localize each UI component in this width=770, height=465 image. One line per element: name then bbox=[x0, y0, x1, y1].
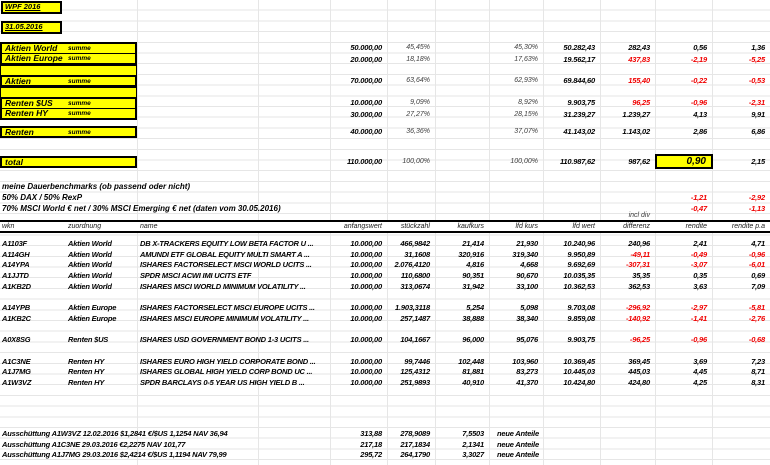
table-header-row bbox=[0, 220, 770, 233]
cell-lfd-wert[interactable]: 10.240,96 bbox=[563, 239, 595, 248]
cell-stueckzahl[interactable]: 110,6800 bbox=[400, 271, 430, 281]
cell-wert[interactable]: 30.000,00 bbox=[350, 110, 382, 119]
cell-pct-ist[interactable]: 28,15% bbox=[514, 111, 538, 118]
cell-neue-anteile-anzahl[interactable]: 2,1341 bbox=[462, 439, 484, 449]
cell-differenz[interactable]: 445,03 bbox=[628, 367, 650, 377]
cell-distribution-text[interactable]: Ausschüttung A1W3VZ 12.02.2016 $1,2841 €/$US 1,1254 NAV 36,94 bbox=[2, 429, 228, 438]
cell-rendite-pa[interactable]: -2,31 bbox=[748, 98, 765, 107]
cell-anfangswert[interactable]: 10.000,00 bbox=[350, 260, 382, 270]
summary-row-renten-sus bbox=[0, 97, 770, 108]
cell-differenz[interactable]: 35,35 bbox=[632, 271, 650, 281]
summe-label: summe bbox=[68, 45, 91, 52]
table-row bbox=[0, 282, 770, 293]
cell-lfd-wert[interactable]: 110.987,62 bbox=[560, 157, 595, 166]
cell-lfd-wert[interactable]: 9.692,69 bbox=[567, 260, 595, 270]
cell-kaufkurs[interactable]: 21,414 bbox=[462, 239, 484, 248]
cell-rendite-pa[interactable]: -1,13 bbox=[748, 204, 765, 213]
cell-wkn[interactable]: A1JJTD bbox=[2, 271, 29, 281]
cell-pct-plan[interactable]: 9,09% bbox=[410, 99, 430, 106]
cell-anteile[interactable]: 264,1790 bbox=[400, 450, 430, 460]
cell-lfd-kurs[interactable]: 21,930 bbox=[516, 239, 538, 248]
cell-pct-plan[interactable]: 63,64% bbox=[406, 77, 430, 84]
cell-stueckzahl[interactable]: 1.903,3118 bbox=[395, 303, 430, 313]
summary-row-aktien bbox=[0, 75, 770, 86]
cell-rendite[interactable]: -0,96 bbox=[690, 98, 707, 107]
header-zuordnung[interactable]: zuordnung bbox=[68, 223, 102, 230]
cell-wert[interactable]: 110.000,00 bbox=[347, 157, 382, 166]
cell-differenz[interactable]: 369,45 bbox=[628, 356, 650, 366]
cell-lfd-kurs[interactable]: 5,098 bbox=[520, 303, 538, 313]
cell-pct-ist[interactable]: 8,92% bbox=[518, 99, 538, 106]
cell-rendite-pa[interactable]: -2,76 bbox=[748, 313, 765, 323]
cell-wkn[interactable]: A114GH bbox=[2, 249, 30, 259]
table-row bbox=[0, 335, 770, 346]
cell-pct-plan[interactable]: 27,27% bbox=[406, 111, 430, 118]
cell-wkn[interactable]: A1KB2C bbox=[2, 313, 31, 323]
summe-label: summe bbox=[68, 78, 91, 85]
cell-wert[interactable]: 50.000,00 bbox=[350, 43, 382, 52]
summary-row-renten-hy bbox=[0, 109, 770, 120]
cell-fund-name[interactable]: AMUNDI ETF GLOBAL EQUITY MULTI SMART A ... bbox=[140, 249, 310, 259]
cell-rendite[interactable] bbox=[655, 292, 712, 303]
cell-zuordnung[interactable]: Renten HY bbox=[68, 367, 105, 377]
cell-lfd-wert[interactable]: 31.239,27 bbox=[563, 110, 595, 119]
cell-fund-name[interactable]: ISHARES MSCI WORLD MINIMUM VOLATILITY ... bbox=[140, 281, 306, 291]
summe-label: summe bbox=[68, 100, 91, 107]
cell-lfd-kurs[interactable]: 319,340 bbox=[512, 249, 538, 259]
cell-wkn[interactable]: A1KB2D bbox=[2, 281, 31, 291]
cell-rendite-pa[interactable]: -0,96 bbox=[748, 249, 765, 259]
cell-lfd-wert[interactable]: 50.282,43 bbox=[563, 43, 595, 52]
cell-rendite-pa[interactable]: -5,81 bbox=[748, 303, 765, 313]
summe-label: summe bbox=[68, 129, 91, 136]
cell-pct-ist[interactable]: 62,93% bbox=[514, 77, 538, 84]
cell-rendite[interactable]: -0,47 bbox=[690, 204, 707, 213]
cell-rendite[interactable] bbox=[655, 346, 712, 357]
table-row bbox=[0, 292, 770, 303]
cell-differenz[interactable]: 424,80 bbox=[628, 377, 650, 387]
cell-kaufkurs[interactable] bbox=[435, 292, 489, 303]
cell-lfd-kurs[interactable]: 95,076 bbox=[516, 335, 538, 345]
header-anfangswert[interactable]: anfangswert bbox=[343, 223, 382, 230]
cell-fund-name[interactable]: DB X-TRACKERS EQUITY LOW BETA FACTOR U ... bbox=[140, 239, 314, 248]
cell-kaufkurs[interactable]: 5,254 bbox=[466, 303, 484, 313]
cell-lfd-wert[interactable]: 41.143,02 bbox=[563, 127, 595, 136]
cell-anfangswert[interactable]: 10.000,00 bbox=[350, 239, 382, 248]
cell-rendite[interactable]: -0,49 bbox=[690, 249, 707, 259]
label-cell-renten[interactable] bbox=[0, 126, 137, 138]
cell-anfangswert[interactable]: 10.000,00 bbox=[350, 271, 382, 281]
cell-rendite[interactable]: -1,41 bbox=[690, 313, 707, 323]
cell-kaufkurs[interactable]: 40,910 bbox=[462, 377, 484, 387]
cell-differenz[interactable]: -96,25 bbox=[629, 335, 650, 345]
header-name[interactable]: name bbox=[140, 223, 158, 230]
cell-kaufkurs[interactable]: 102,448 bbox=[458, 356, 484, 366]
cell-rendite-pa[interactable]: -0,53 bbox=[748, 76, 765, 85]
cell-anfangswert[interactable] bbox=[330, 325, 387, 336]
cell-differenz[interactable] bbox=[600, 325, 655, 336]
label-cell-total[interactable] bbox=[0, 156, 137, 168]
cell-fund-name[interactable]: SPDR BARCLAYS 0-5 YEAR US HIGH YIELD B ... bbox=[140, 377, 305, 387]
cell-zuordnung[interactable]: Aktien World bbox=[68, 260, 112, 270]
cell-rendite-pa[interactable]: -2,92 bbox=[748, 193, 765, 202]
cell-kaufkurs[interactable] bbox=[435, 346, 489, 357]
cell-stueckzahl[interactable]: 313,0674 bbox=[400, 281, 430, 291]
cell-rendite-pa[interactable]: 8,71 bbox=[751, 367, 765, 377]
cell-wkn[interactable]: A14YPA bbox=[2, 260, 30, 270]
cell-kaufkurs[interactable]: 320,916 bbox=[458, 249, 484, 259]
cell-rendite[interactable]: -1,21 bbox=[690, 193, 707, 202]
benchmark-title[interactable]: meine Dauerbenchmarks (ob passend oder nicht) bbox=[2, 182, 191, 191]
cell-lfd-wert[interactable]: 10.369,45 bbox=[563, 356, 595, 366]
cell-total-rendite-highlight[interactable]: 0,90 bbox=[655, 154, 713, 169]
cell-rendite[interactable]: 0,56 bbox=[693, 43, 707, 52]
cell-distribution-text[interactable]: Ausschüttung A1J7MG 29.03.2016 $2,4214 €/$US 1,1194 NAV 79,99 bbox=[2, 450, 227, 460]
cell-rendite[interactable]: 3,63 bbox=[693, 281, 707, 291]
cell-anfangswert[interactable]: 10.000,00 bbox=[350, 367, 382, 377]
row-label: Aktien Europe bbox=[5, 53, 63, 63]
cell-differenz[interactable]: -140,92 bbox=[625, 313, 650, 323]
cell-rendite-pa[interactable]: 6,86 bbox=[751, 127, 765, 136]
table-row bbox=[0, 303, 770, 314]
summe-label: summe bbox=[68, 110, 91, 117]
cell-rendite-pa[interactable]: -0,68 bbox=[748, 335, 765, 345]
cell-rendite[interactable]: -0,22 bbox=[690, 76, 707, 85]
cell-wert[interactable]: 10.000,00 bbox=[350, 98, 382, 107]
cell-differenz[interactable] bbox=[600, 346, 655, 357]
cell-rendite[interactable]: 0,35 bbox=[693, 271, 707, 281]
cell-rendite[interactable]: 4,25 bbox=[693, 377, 707, 387]
cell-wkn[interactable]: A1J7MG bbox=[2, 367, 31, 377]
row-label: Aktien World bbox=[5, 43, 58, 53]
cell-differenz[interactable]: 362,53 bbox=[628, 281, 650, 291]
cell-differenz[interactable]: -296,92 bbox=[625, 303, 650, 313]
cell-rendite-pa[interactable]: 0,69 bbox=[751, 271, 765, 281]
cell-lfd-kurs[interactable]: 41,370 bbox=[516, 377, 538, 387]
cell-fund-name[interactable] bbox=[140, 346, 330, 357]
header-differenz[interactable]: differenz bbox=[623, 223, 650, 230]
cell-differenz[interactable]: 987,62 bbox=[628, 157, 650, 166]
cell-anfangswert[interactable]: 10.000,00 bbox=[350, 335, 382, 345]
cell-zuordnung[interactable] bbox=[68, 325, 136, 336]
cell-stueckzahl[interactable] bbox=[387, 292, 435, 303]
benchmark-name[interactable]: 70% MSCI World € net / 30% MSCI Emerging € net (daten vom 30.05.2016) bbox=[2, 204, 281, 213]
table-row bbox=[0, 367, 770, 378]
benchmark-name[interactable]: 50% DAX / 50% RexP bbox=[2, 193, 83, 202]
cell-zuordnung[interactable]: Aktien World bbox=[68, 249, 112, 259]
summe-label: summe bbox=[68, 55, 91, 62]
cell-rendite[interactable]: 2,41 bbox=[693, 239, 707, 248]
cell-neue-anteile-note[interactable]: neue Anteile bbox=[497, 450, 539, 460]
cell-anfangswert[interactable]: 10.000,00 bbox=[350, 377, 382, 387]
cell-anfangswert[interactable]: 10.000,00 bbox=[350, 303, 382, 313]
cell-rendite[interactable]: 2,86 bbox=[693, 127, 707, 136]
cell-wkn[interactable] bbox=[2, 292, 60, 303]
cell-pct-plan[interactable]: 18,18% bbox=[406, 56, 430, 63]
cell-stueckzahl[interactable]: 2.076,4120 bbox=[394, 260, 430, 270]
cell-neue-anteile-note[interactable]: neue Anteile bbox=[497, 439, 539, 449]
cell-rendite[interactable]: -0,96 bbox=[690, 335, 707, 345]
row-label: Aktien bbox=[5, 76, 31, 86]
cell-wkn[interactable]: A1C3NE bbox=[2, 356, 31, 366]
cell-fund-name[interactable]: ISHARES GLOBAL HIGH YIELD CORP BOND UC ... bbox=[140, 367, 313, 377]
cell-lfd-kurs[interactable]: 33,100 bbox=[516, 281, 538, 291]
cell-stueckzahl[interactable]: 257,1487 bbox=[400, 313, 430, 323]
cell-differenz[interactable]: 240,96 bbox=[628, 239, 650, 248]
cell-stueckzahl[interactable]: 31,1608 bbox=[404, 249, 430, 259]
cell-lfd-kurs[interactable]: 83,273 bbox=[516, 367, 538, 377]
cell-pct-plan[interactable]: 45,45% bbox=[406, 44, 430, 51]
header-rendite[interactable]: rendite bbox=[685, 223, 707, 230]
cell-differenz[interactable] bbox=[600, 292, 655, 303]
cell-zuordnung[interactable]: Aktien World bbox=[68, 281, 112, 291]
distribution-row bbox=[0, 429, 770, 440]
cell-rendite[interactable]: -3,07 bbox=[690, 260, 707, 270]
cell-kaufkurs[interactable]: 4,816 bbox=[466, 260, 484, 270]
cell-differenz[interactable]: 437,83 bbox=[628, 55, 650, 64]
cell-zuordnung[interactable]: Aktien World bbox=[68, 239, 112, 248]
cell-stueckzahl[interactable]: 466,9842 bbox=[400, 239, 430, 248]
cell-neue-anteile-anzahl[interactable]: 3,3027 bbox=[462, 450, 484, 460]
row-label: Renten bbox=[5, 127, 34, 137]
cell-fund-name[interactable]: ISHARES USD GOVERNMENT BOND 1-3 UCITS ... bbox=[140, 335, 309, 345]
cell-stueckzahl[interactable]: 104,1667 bbox=[400, 335, 430, 345]
benchmark-title-row bbox=[0, 181, 770, 192]
cell-anfangswert[interactable]: 10.000,00 bbox=[350, 356, 382, 366]
cell-lfd-kurs[interactable] bbox=[489, 346, 543, 357]
cell-zuordnung[interactable]: Aktien Europe bbox=[68, 303, 117, 313]
cell-pct-plan[interactable]: 100,00% bbox=[402, 158, 430, 165]
cell-fund-name[interactable] bbox=[140, 325, 330, 336]
cell-differenz[interactable]: -307,31 bbox=[625, 260, 650, 270]
cell-fund-name[interactable]: ISHARES FACTORSELECT MSCI EUROPE UCITS ... bbox=[140, 303, 315, 313]
table-row bbox=[0, 250, 770, 261]
header-wkn[interactable]: wkn bbox=[2, 223, 15, 230]
summary-row-total bbox=[0, 156, 770, 167]
cell-rendite-pa[interactable]: 4,71 bbox=[751, 239, 765, 248]
table-row bbox=[0, 314, 770, 325]
header-stueckzahl[interactable]: stückzahl bbox=[400, 223, 430, 230]
cell-wkn[interactable]: A1103F bbox=[2, 239, 27, 248]
cell-lfd-wert[interactable]: 9.950,89 bbox=[567, 249, 595, 259]
benchmark-row-dax-rexp bbox=[0, 192, 770, 203]
cell-kaufkurs[interactable]: 31,942 bbox=[462, 281, 484, 291]
cell-zuordnung[interactable]: Renten HY bbox=[68, 377, 105, 387]
cell-pct-ist[interactable]: 100,00% bbox=[510, 158, 538, 165]
cell-anteile[interactable]: 278,9089 bbox=[400, 429, 430, 438]
cell-lfd-wert[interactable]: 9.703,08 bbox=[567, 303, 595, 313]
cell-lfd-wert[interactable]: 10.424,80 bbox=[563, 377, 595, 387]
cell-rendite[interactable]: 4,45 bbox=[693, 367, 707, 377]
table-row bbox=[0, 346, 770, 357]
label-cell-aktien[interactable] bbox=[0, 75, 137, 87]
cell-kaufkurs[interactable] bbox=[435, 325, 489, 336]
cell-neue-anteile-note[interactable]: neue Anteile bbox=[497, 429, 539, 438]
cell-lfd-wert[interactable]: 69.844,60 bbox=[563, 76, 595, 85]
cell-fund-name[interactable]: ISHARES EURO HIGH YIELD CORPORATE BOND ... bbox=[140, 356, 316, 366]
cell-kaufkurs[interactable]: 38,888 bbox=[462, 313, 484, 323]
cell-rendite-pa[interactable]: 1,36 bbox=[751, 43, 765, 52]
cell-anfangswert[interactable]: 10.000,00 bbox=[350, 249, 382, 259]
cell-kaufkurs[interactable]: 90,351 bbox=[462, 271, 484, 281]
distribution-row bbox=[0, 440, 770, 451]
summary-row-aktien-world bbox=[0, 42, 770, 53]
cell-differenz[interactable]: 155,40 bbox=[628, 76, 650, 85]
cell-fund-name[interactable]: SPDR MSCI ACWI IMI UCITS ETF bbox=[140, 271, 252, 281]
cell-rendite-pa[interactable]: 7,09 bbox=[751, 281, 765, 291]
table-row bbox=[0, 325, 770, 336]
header-kaufkurs[interactable]: kaufkurs bbox=[457, 223, 484, 230]
cell-fund-name[interactable] bbox=[140, 292, 330, 303]
cell-rendite-pa[interactable]: 9,91 bbox=[751, 110, 765, 119]
cell-lfd-kurs[interactable]: 90,670 bbox=[516, 271, 538, 281]
cell-differenz[interactable]: 1.143,02 bbox=[622, 127, 650, 136]
label-cell-renten-hy[interactable] bbox=[0, 109, 137, 120]
cell-zuordnung[interactable]: Renten $US bbox=[68, 335, 109, 345]
cell-fund-name[interactable]: ISHARES MSCI EUROPE MINIMUM VOLATILITY ... bbox=[140, 313, 309, 323]
cell-kaufkurs[interactable]: 81,881 bbox=[462, 367, 484, 377]
cell-anteile[interactable]: 217,1834 bbox=[400, 439, 430, 449]
cell-lfd-wert[interactable]: 19.562,17 bbox=[563, 55, 595, 64]
cell-rendite[interactable] bbox=[655, 325, 712, 336]
summary-row-renten bbox=[0, 126, 770, 137]
cell-anfangswert[interactable] bbox=[330, 346, 387, 357]
cell-stueckzahl[interactable]: 251,9893 bbox=[400, 377, 430, 387]
cell-pct-ist[interactable]: 17,63% bbox=[514, 56, 538, 63]
cell-zuordnung[interactable] bbox=[68, 292, 136, 303]
cell-zuordnung[interactable]: Aktien Europe bbox=[68, 313, 117, 323]
row-label: Renten HY bbox=[5, 108, 48, 118]
cell-lfd-kurs[interactable]: 103,960 bbox=[512, 356, 538, 366]
cell-rendite[interactable]: 3,69 bbox=[693, 356, 707, 366]
cell-kaufkurs[interactable]: 96,000 bbox=[462, 335, 484, 345]
cell-lfd-wert[interactable]: 9.859,08 bbox=[567, 313, 595, 323]
cell-differenz[interactable]: -49,11 bbox=[630, 249, 650, 259]
cell-lfd-kurs[interactable]: 38,340 bbox=[516, 313, 538, 323]
cell-rendite-pa[interactable]: -5,25 bbox=[748, 55, 765, 64]
distributions-section bbox=[0, 429, 770, 461]
cell-stueckzahl[interactable] bbox=[387, 346, 435, 357]
table-body bbox=[0, 239, 770, 389]
cell-lfd-wert[interactable]: 10.035,35 bbox=[563, 271, 595, 281]
cell-wkn[interactable]: A14YPB bbox=[2, 303, 30, 313]
cell-lfd-wert[interactable]: 10.362,53 bbox=[563, 281, 595, 291]
cell-rendite-pa[interactable]: 7,23 bbox=[751, 356, 765, 366]
cell-wert[interactable]: 20.000,00 bbox=[350, 55, 382, 64]
cell-rendite-pa[interactable] bbox=[712, 292, 770, 303]
table-row bbox=[0, 357, 770, 368]
cell-lfd-kurs[interactable] bbox=[489, 292, 543, 303]
cell-anfangswert[interactable] bbox=[330, 292, 387, 303]
header-lfd-wert[interactable]: lfd wert bbox=[572, 223, 595, 230]
cell-lfd-kurs[interactable] bbox=[489, 325, 543, 336]
cell-zuordnung[interactable]: Renten HY bbox=[68, 356, 105, 366]
title-cell[interactable] bbox=[1, 1, 62, 14]
summary-row-aktien-europe bbox=[0, 54, 770, 65]
sheet-date: 31.05.2016 bbox=[5, 22, 43, 31]
cell-wkn[interactable] bbox=[2, 325, 60, 336]
cell-wkn[interactable]: A0X8SG bbox=[2, 335, 31, 345]
cell-wert[interactable]: 70.000,00 bbox=[350, 76, 382, 85]
cell-rendite[interactable]: -2,97 bbox=[690, 303, 707, 313]
cell-lfd-wert[interactable]: 9.903,75 bbox=[567, 98, 595, 107]
table-row bbox=[0, 239, 770, 250]
cell-differenz[interactable]: 96,25 bbox=[632, 98, 650, 107]
header-rendite-pa[interactable]: rendite p.a bbox=[731, 223, 765, 230]
row-label: total bbox=[5, 157, 23, 167]
cell-lfd-kurs[interactable]: 4,668 bbox=[520, 260, 538, 270]
cell-rendite-pa[interactable] bbox=[712, 325, 770, 336]
cell-lfd-wert[interactable] bbox=[543, 325, 600, 336]
cell-differenz[interactable]: 1.239,27 bbox=[622, 110, 650, 119]
label-cell-aktien-europe[interactable] bbox=[0, 54, 137, 65]
cell-rendite-pa[interactable] bbox=[712, 346, 770, 357]
cell-zuordnung[interactable]: Aktien World bbox=[68, 271, 112, 281]
cell-stueckzahl[interactable]: 99,7446 bbox=[404, 356, 430, 366]
cell-differenz[interactable]: 282,43 bbox=[628, 43, 650, 52]
date-cell[interactable] bbox=[1, 21, 62, 34]
table-row bbox=[0, 260, 770, 271]
incl-div-note: incl div bbox=[628, 212, 650, 219]
cell-rendite-pa[interactable]: 2,15 bbox=[751, 157, 765, 166]
cell-lfd-wert[interactable]: 10.445,03 bbox=[563, 367, 595, 377]
cell-pct-ist[interactable]: 45,30% bbox=[514, 44, 538, 51]
cell-pct-plan[interactable]: 36,36% bbox=[406, 128, 430, 135]
cell-neue-anteile-anzahl[interactable]: 7,5503 bbox=[462, 429, 484, 438]
cell-stueckzahl[interactable] bbox=[387, 325, 435, 336]
cell-lfd-wert[interactable] bbox=[543, 346, 600, 357]
cell-betrag[interactable]: 217,18 bbox=[360, 439, 382, 449]
cell-rendite[interactable]: -2,19 bbox=[690, 55, 707, 64]
table-row bbox=[0, 378, 770, 389]
cell-anfangswert[interactable]: 10.000,00 bbox=[350, 313, 382, 323]
cell-pct-ist[interactable]: 37,07% bbox=[514, 128, 538, 135]
cell-fund-name[interactable]: ISHARES FACTORSELECT MSCI WORLD UCITS ... bbox=[140, 260, 312, 270]
cell-rendite-pa[interactable]: 8,31 bbox=[751, 377, 765, 387]
cell-distribution-text[interactable]: Ausschüttung A1C3NE 29.03.2016 €2,2275 NAV 101,77 bbox=[2, 439, 186, 449]
row-label: Renten $US bbox=[5, 98, 53, 108]
cell-zuordnung[interactable] bbox=[68, 346, 136, 357]
cell-lfd-wert[interactable]: 9.903,75 bbox=[567, 335, 595, 345]
sheet-title: WPF 2016 bbox=[5, 2, 41, 11]
distribution-row bbox=[0, 450, 770, 461]
table-row bbox=[0, 271, 770, 282]
cell-rendite-pa[interactable]: -6,01 bbox=[748, 260, 765, 270]
cell-stueckzahl[interactable]: 125,4312 bbox=[400, 367, 430, 377]
cell-wkn[interactable] bbox=[2, 346, 60, 357]
cell-anfangswert[interactable]: 10.000,00 bbox=[350, 281, 382, 291]
cell-wkn[interactable]: A1W3VZ bbox=[2, 377, 32, 387]
cell-lfd-wert[interactable] bbox=[543, 292, 600, 303]
cell-betrag[interactable]: 295,72 bbox=[360, 450, 382, 460]
cell-wert[interactable]: 40.000,00 bbox=[350, 127, 382, 136]
cell-betrag[interactable]: 313,88 bbox=[360, 429, 382, 438]
cell-rendite[interactable]: 4,13 bbox=[693, 110, 707, 119]
header-lfd-kurs[interactable]: lfd kurs bbox=[515, 223, 538, 230]
